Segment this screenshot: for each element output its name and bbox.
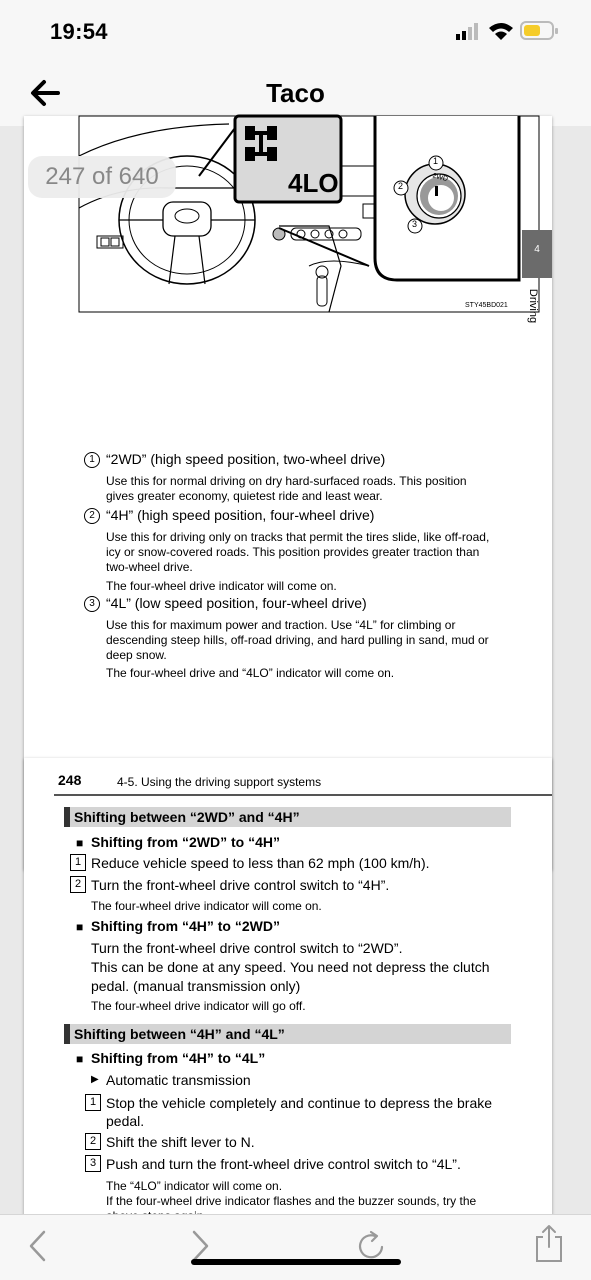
chapter-tab <box>522 230 552 278</box>
page-counter: 247 of 640 <box>28 156 176 198</box>
step-1-text: Reduce vehicle speed to less than 62 mph (100 km/h). <box>91 855 430 871</box>
step-box-1: 1 <box>70 854 86 871</box>
step-box-3-2: 2 <box>85 1133 101 1150</box>
item-2-line-2: icy or snow-covered roads. This position provides greater traction than <box>106 545 480 559</box>
para-turn-switch: Turn the front-wheel drive control switch to “2WD”. <box>91 940 403 956</box>
note-4lo-on: The “4LO” indicator will come on. <box>106 1179 283 1193</box>
share-icon[interactable] <box>534 1223 564 1263</box>
header-rule <box>54 794 552 796</box>
subheading-4h-to-2wd: Shifting from “4H” to “2WD” <box>91 918 280 934</box>
cellular-signal-icon <box>456 23 484 41</box>
item-3-line-3: deep snow. <box>106 648 167 662</box>
item-3-line-2: descending steep hills, off-road driving, and hard pulling in sand, mud or <box>106 633 489 647</box>
note-flash: If the four-wheel drive indicator flashes and the buzzer sounds, try the <box>106 1194 477 1208</box>
chapter-number: 4 <box>534 244 540 255</box>
step-3-3-text: Push and turn the front-wheel drive control switch to “4L”. <box>106 1156 461 1172</box>
pdf-page-248 <box>24 758 552 1228</box>
document-viewer[interactable] <box>0 126 591 1214</box>
item-2-title: “4H” (high speed position, four-wheel drive) <box>106 507 375 523</box>
page-header: 4-5. Using the driving support systems <box>117 775 322 789</box>
status-bar <box>0 0 591 64</box>
step-box-3-3: 3 <box>85 1155 101 1172</box>
figure-code: STY45BD021 <box>465 302 508 309</box>
para-any-speed: This can be done at any speed. You need not depress the clutch <box>91 959 490 975</box>
step-3-2-text: Shift the shift lever to N. <box>106 1134 255 1150</box>
item-number-2: 2 <box>84 508 100 524</box>
item-3-title: “4L” (low speed position, four-wheel drive) <box>106 595 367 611</box>
callout-3: 3 <box>412 219 418 229</box>
square-bullet-icon-2: ■ <box>76 920 84 934</box>
chapter-label: Driving <box>527 288 540 324</box>
section-4h-4l: Shifting between “4H” and “4L” <box>64 1024 511 1044</box>
step-2-text: Turn the front-wheel drive control switch to “4H”. <box>91 877 390 893</box>
automatic-transmission-label: Automatic transmission <box>106 1072 251 1088</box>
step-3-1-text-a: Stop the vehicle completely and continue to depress the brake <box>106 1095 493 1111</box>
item-3-line-4: The four-wheel drive and “4LO” indicator will come on. <box>106 666 395 680</box>
note-indicator-off: The four-wheel drive indicator will go off. <box>91 999 306 1013</box>
item-1-line-1: Use this for normal driving on dry hard-surfaced roads. This position <box>106 474 467 488</box>
home-indicator[interactable] <box>191 1259 401 1265</box>
callout-1: 1 <box>433 156 439 166</box>
battery-icon <box>520 20 560 42</box>
item-1-line-2: gives greater economy, quietest ride and least wear. <box>106 489 383 503</box>
chapter-label-container <box>522 282 552 342</box>
note-indicator-on: The four-wheel drive indicator will come on. <box>91 899 322 913</box>
item-2-line-4: The four-wheel drive indicator will come on. <box>106 579 337 593</box>
item-number-1: 1 <box>84 452 100 468</box>
step-box-3-1: 1 <box>85 1094 101 1111</box>
square-bullet-icon-3: ■ <box>76 1052 84 1066</box>
back-chevron-icon[interactable] <box>26 1229 50 1263</box>
dashboard-illustration <box>79 116 539 314</box>
subheading-2wd-to-4h: Shifting from “2WD” to “4H” <box>91 834 280 850</box>
reload-icon[interactable] <box>356 1229 388 1263</box>
status-time: 19:54 <box>50 19 108 44</box>
item-3-line-1: Use this for maximum power and traction. Use “4L” for climbing or <box>106 618 456 632</box>
subheading-4h-to-4l: Shifting from “4H” to “4L” <box>91 1050 266 1066</box>
item-2-line-1: Use this for driving only on tracks that permit the tires slide, like off-road, <box>106 530 490 544</box>
section-2wd-4h: Shifting between “2WD” and “4H” <box>64 807 511 827</box>
wifi-icon <box>488 21 514 41</box>
item-2-line-3: two-wheel drive. <box>106 560 193 574</box>
para-clutch: pedal. (manual transmission only) <box>91 978 301 994</box>
item-number-3: 3 <box>84 596 100 612</box>
forward-chevron-icon[interactable] <box>188 1229 212 1263</box>
page-number: 248 <box>58 772 82 788</box>
triangle-bullet-icon: ▶ <box>91 1074 99 1085</box>
svg-text:2WD: 2WD <box>431 172 449 184</box>
nav-title: Taco <box>266 78 325 108</box>
pdf-page-247 <box>24 116 552 870</box>
step-3-1-text-b: pedal. <box>106 1113 145 1129</box>
callout-2: 2 <box>398 181 404 191</box>
bottom-toolbar <box>0 1214 591 1280</box>
square-bullet-icon: ■ <box>76 836 84 850</box>
step-box-2: 2 <box>70 876 86 893</box>
item-1-title: “2WD” (high speed position, two-wheel drive) <box>106 451 386 467</box>
indicator-4lo-label: 4LO <box>288 168 339 198</box>
